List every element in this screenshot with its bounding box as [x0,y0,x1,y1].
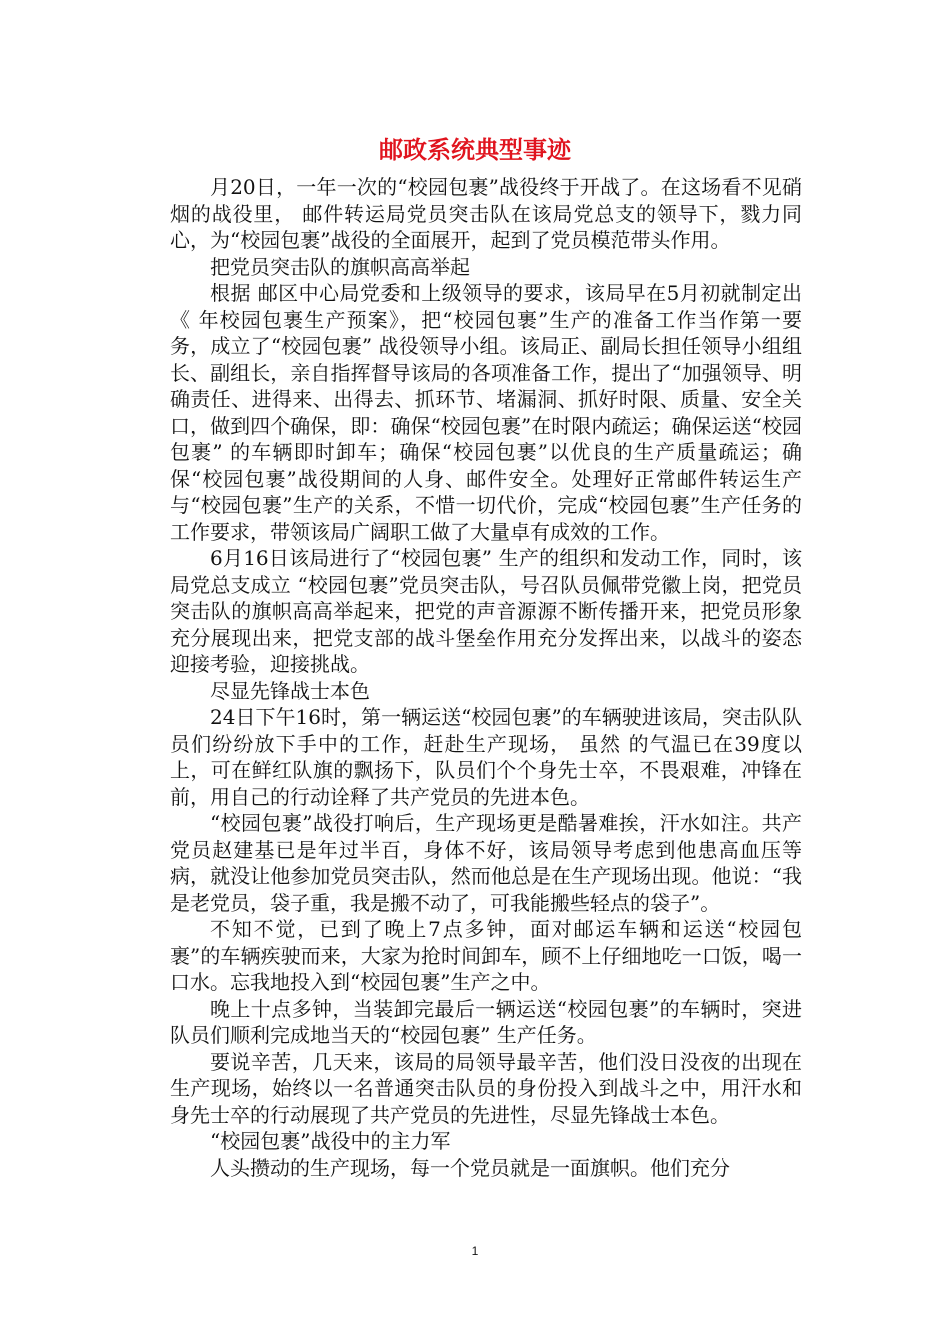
paragraph: 6月16日该局进行了“校园包裹” 生产的组织和发动工作，同时，该局党总支成立 “校园包裹”党员突击队，号召队员佩带党徽上岗，把党员突击队的旗帜高高举起来，把党的声音源源不断传播开来，把党员形象充分展现出来，把党支部的战斗堡垒作用充分发挥出来，以战斗的姿态迎接考验，迎接挑战。 [170,546,802,676]
paragraph: 晚上十点多钟，当装卸完最后一辆运送“校园包裹”的车辆时，突进队员们顺利完成地当天的“校园包裹” 生产任务。 [170,996,802,1047]
paragraph: 不知不觉，已到了晚上7点多钟，面对邮运车辆和运送“校园包裹”的车辆疾驶而来，大家为抢时间卸车，顾不上仔细地吃一口饭，喝一口水。忘我地投入到“校园包裹”生产之中。 [170,917,802,994]
section-heading: 尽显先锋战士本色 [210,678,370,703]
document-title: 邮政系统典型事迹 [379,135,571,164]
paragraph: 月20日，一年一次的“校园包裹”战役终于开战了。在这场看不见硝烟的战役里， 邮件转运局党员突击队在该局党总支的领导下，戮力同心，为“校园包裹”战役的全面展开，起到了党员模范带头作用。 [170,175,802,252]
paragraph: 24日下午16时，第一辆运送“校园包裹”的车辆驶进该局，突击队队员们纷纷放下手中的工作，赶赴生产现场， 虽然 的气温已在39度以上，可在鲜红队旗的飘扬下，队员们个个身先士卒，不畏艰难，冲锋在前，用自己的行动诠释了共产党员的先进本色。 [170,705,802,809]
paragraph: 人头攒动的生产现场，每一个党员就是一面旗帜。他们充分 [210,1155,730,1180]
page-number: 1 [471,1244,479,1258]
section-heading: 把党员突击队的旗帜高高举起 [210,254,470,279]
paragraph: 根据 邮区中心局党委和上级领导的要求，该局早在5月初就制定出《 年校园包裹生产预案》，把“校园包裹”生产的准备工作当作第一要务，成立了“校园包裹” 战役领导小组。该局正、副局长担任领导小组组长、副组长，亲自指挥督导该局的各项准备工作，提出了“加强领导、明确责任、进得来、出得去、抓环节、堵漏洞、抓好时限、质量、安全关口，做到四个确保，即：确保“校园包裹”在时限内疏运；确保运送“校园包裹” 的车辆即时卸车；确保“校园包裹”以优良的生产质量疏运；确保“校园包裹”战役期间的人身、邮件安全。处理好正常邮件转运生产与“校园包裹”生产的关系，不惜一切代价，完成“校园包裹”生产任务的工作要求，带领该局广阔职工做了大量卓有成效的工作。 [170,281,802,544]
paragraph: “校园包裹”战役打响后，生产现场更是酷暑难挨，汗水如注。共产党员赵建基已是年过半百，身体不好，该局领导考虑到他患高血压等病，就没让他参加党员突击队，然而他总是在生产现场出现。他说：“我是老党员，袋子重，我是搬不动了，可我能搬些轻点的袋子”。 [170,811,802,915]
section-heading: “校园包裹”战役中的主力军 [210,1129,451,1153]
document-body [170,174,802,1181]
paragraph: 要说辛苦，几天来，该局的局领导最辛苦，他们没日没夜的出现在生产现场，始终以一名普通突击队员的身份投入到战斗之中，用汗水和身先士卒的行动展现了共产党员的先进性，尽显先锋战士本色。 [170,1049,802,1127]
